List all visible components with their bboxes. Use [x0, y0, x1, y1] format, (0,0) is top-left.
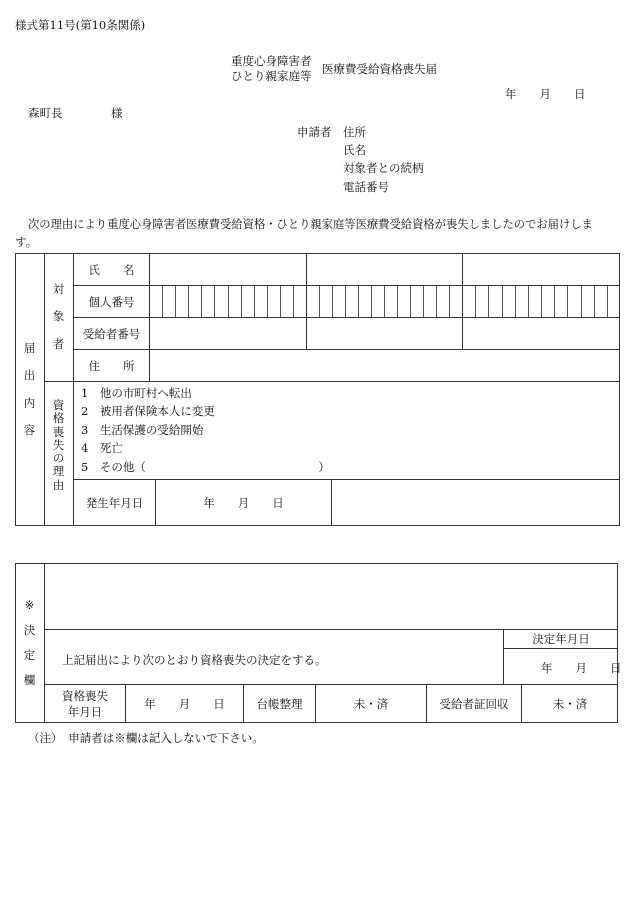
- section-label-decision: ※ 決 定 欄: [23, 597, 36, 688]
- digit-divider: [554, 286, 555, 317]
- digit-divider: [188, 286, 189, 317]
- applicant-phone-label: 電話番号: [343, 180, 389, 194]
- digit-divider: [332, 286, 333, 317]
- recipient-number-label: 受給者番号: [82, 326, 141, 341]
- subject-label: 対 象 者: [52, 282, 65, 351]
- applicant-address-label: 住所: [343, 125, 366, 139]
- digit-divider: [371, 286, 372, 317]
- addressee: 森町長: [28, 106, 63, 120]
- digit-divider: [345, 286, 346, 317]
- applicant-name-label: 氏名: [343, 143, 366, 157]
- digit-divider: [293, 286, 294, 317]
- applicant-label: 申請者: [297, 125, 332, 139]
- digit-divider: [397, 286, 398, 317]
- decision-text: 上記届出により次のとおり資格喪失の決定をする。: [62, 653, 327, 667]
- digit-divider: [607, 286, 608, 317]
- reason-4: 4 死亡: [81, 441, 123, 455]
- section-label-notification: 届 出 内 容: [23, 341, 36, 437]
- digit-divider: [241, 286, 242, 317]
- addressee-honorific: 様: [111, 106, 123, 120]
- digit-divider: [384, 286, 385, 317]
- digit-divider: [228, 286, 229, 317]
- digit-divider: [449, 286, 450, 317]
- digit-divider: [423, 286, 424, 317]
- loss-date-value[interactable]: 年 月 日: [144, 697, 225, 711]
- decision-notes-area[interactable]: [46, 565, 616, 628]
- digit-divider: [319, 286, 320, 317]
- digit-divider: [475, 286, 476, 317]
- digit-divider: [358, 286, 359, 317]
- occurrence-date-value[interactable]: 年 月 日: [203, 496, 284, 510]
- title-line-1: 重度心身障害者: [231, 54, 312, 68]
- digit-divider: [594, 286, 595, 317]
- digit-divider: [214, 286, 215, 317]
- reason-2: 2 被用者保険本人に変更: [81, 404, 215, 418]
- decision-date-label: 決定年月日: [532, 632, 590, 646]
- digit-divider: [515, 286, 516, 317]
- reason-3: 3 生活保護の受給開始: [81, 423, 204, 437]
- digit-divider: [201, 286, 202, 317]
- digit-divider: [528, 286, 529, 317]
- decision-date-value[interactable]: 年 月 日: [541, 661, 622, 675]
- footnote: （注） 申請者は※欄は記入しないで下さい。: [28, 731, 264, 745]
- applicant-relation-label: 対象者との続柄: [343, 161, 424, 175]
- digit-divider: [280, 286, 281, 317]
- cert-collection-label: 受給者証回収: [439, 697, 509, 711]
- name-field-2[interactable]: [308, 255, 461, 284]
- ledger-label: 台帳整理: [256, 697, 303, 711]
- digit-divider: [410, 286, 411, 317]
- digit-divider: [502, 286, 503, 317]
- body-text-cont: す。: [15, 235, 38, 249]
- name-row-label: 氏 名: [88, 262, 135, 277]
- body-text: 次の理由により重度心身障害者医療費受給資格・ひとり親家庭等医療費受給資格が喪失しましたのでお届けしま: [28, 218, 593, 231]
- reason-5: 5 その他（ ）: [81, 460, 330, 474]
- reason-1: 1 他の市町村へ転出: [81, 386, 192, 400]
- reason-label: 資 格 喪 失 の 理 由: [52, 398, 65, 492]
- title-line-2: ひとり親家庭等: [231, 69, 312, 83]
- address-row-label: 住 所: [88, 358, 135, 373]
- occurrence-date-label: 発生年月日: [85, 496, 144, 510]
- digit-divider: [254, 286, 255, 317]
- submission-date: 年 月 日: [505, 87, 586, 101]
- loss-date-label: 資格喪失 年月日: [62, 689, 108, 719]
- address-field[interactable]: [151, 351, 618, 380]
- personal-number-label: 個人番号: [88, 294, 135, 309]
- digit-divider: [488, 286, 489, 317]
- digit-divider: [541, 286, 542, 317]
- digit-divider: [581, 286, 582, 317]
- digit-divider: [567, 286, 568, 317]
- name-field-3[interactable]: [464, 255, 618, 284]
- form-number: 様式第11号(第10条関係): [15, 18, 146, 32]
- ledger-status[interactable]: 未・済: [353, 697, 389, 711]
- form-title: 医療費受給資格喪失届: [322, 62, 437, 76]
- digit-divider: [267, 286, 268, 317]
- digit-divider: [162, 286, 163, 317]
- digit-divider: [175, 286, 176, 317]
- name-field-1[interactable]: [151, 255, 305, 284]
- digit-divider: [436, 286, 437, 317]
- cert-collection-status[interactable]: 未・済: [552, 697, 588, 711]
